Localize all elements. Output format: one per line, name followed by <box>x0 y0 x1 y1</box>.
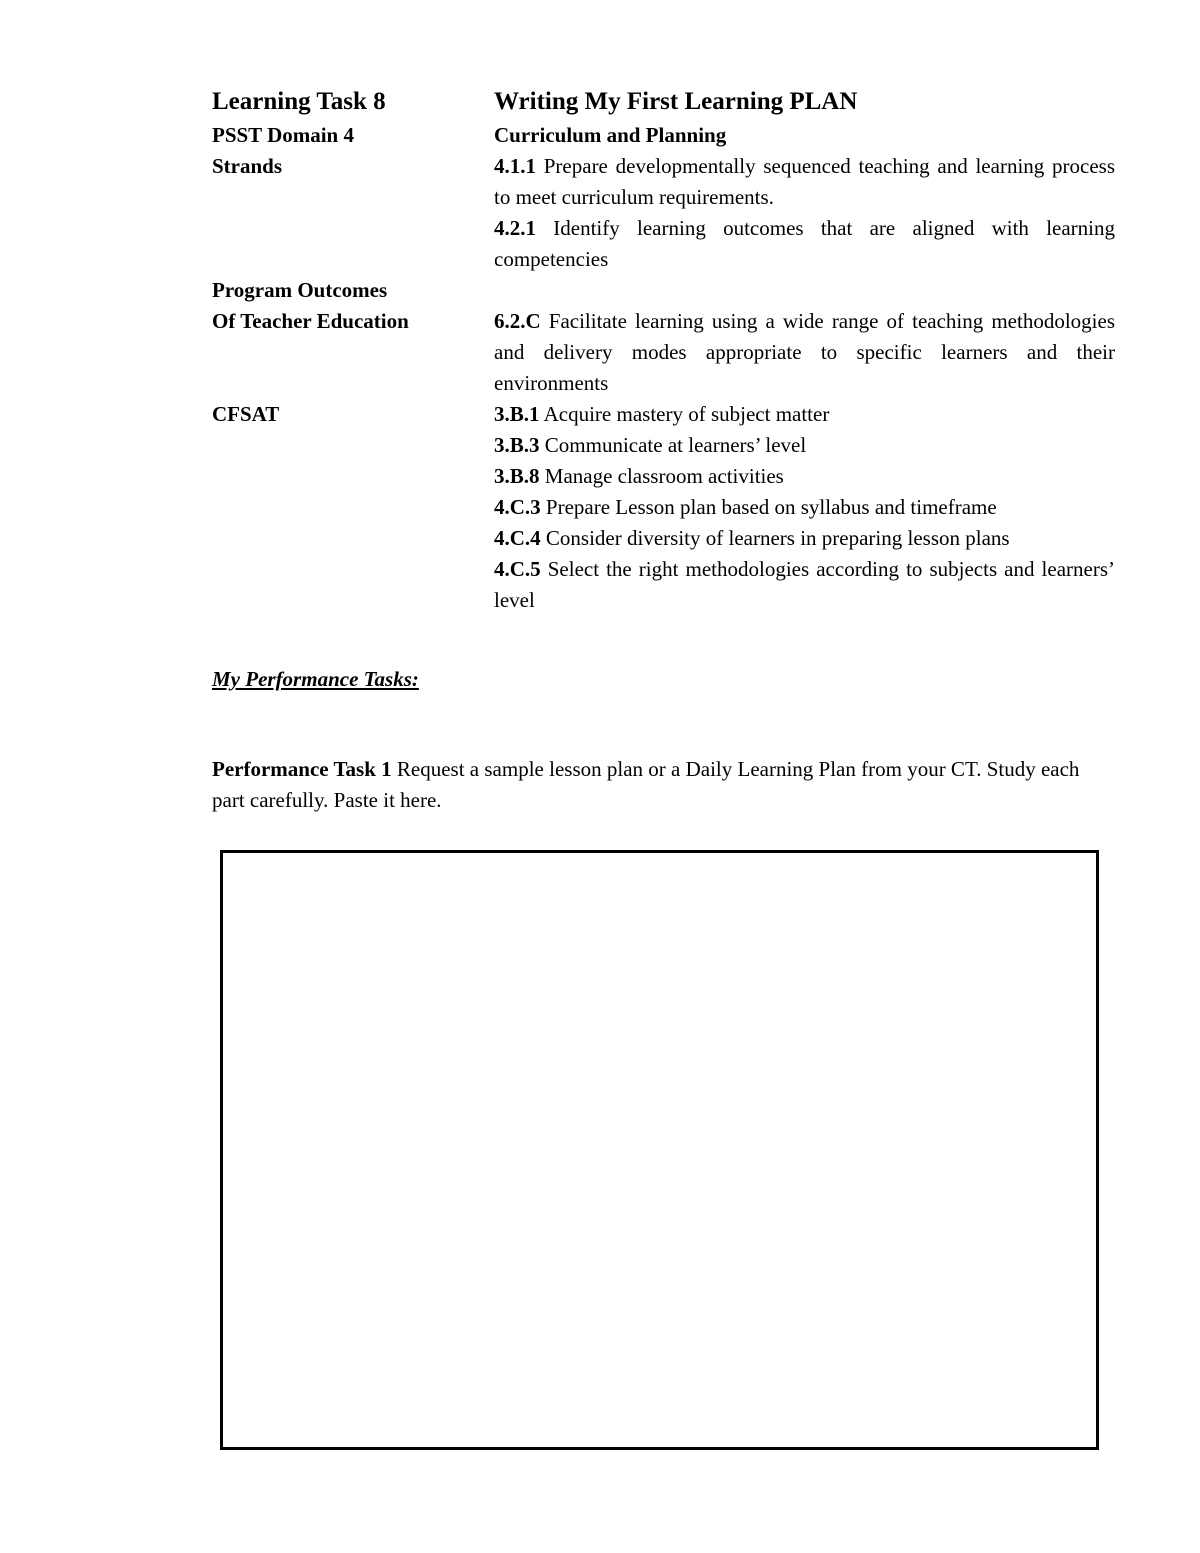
cfsat-item <box>494 430 1115 461</box>
strand-item <box>494 151 1115 213</box>
program-outcomes-label-line1: Program Outcomes <box>212 278 388 302</box>
cfsat-text: Select the right methodologies according to subjects and learners’ level <box>494 557 1115 612</box>
cfsat-text: Acquire mastery of subject matter <box>543 402 830 426</box>
cfsat-label: CFSAT <box>212 402 280 426</box>
program-outcome-code: 6.2.C <box>494 309 541 333</box>
cfsat-text: Consider diversity of learners in preparing lesson plans <box>545 526 1010 550</box>
cfsat-text: Communicate at learners’ level <box>544 433 807 457</box>
cfsat-text: Manage classroom activities <box>544 464 784 488</box>
strands-list <box>494 151 1115 275</box>
cfsat-item <box>494 461 1115 492</box>
cfsat-code: 4.C.3 <box>494 495 541 519</box>
program-outcome-text: Facilitate learning using a wide range of teaching methodologies and delivery modes appropriate to specific learners and their environments <box>494 309 1115 395</box>
cfsat-code: 4.C.5 <box>494 557 541 581</box>
domain-value: Curriculum and Planning <box>494 123 727 147</box>
cfsat-code: 4.C.4 <box>494 526 541 550</box>
strand-code: 4.2.1 <box>494 216 536 240</box>
paste-area-box[interactable] <box>220 850 1099 1450</box>
program-outcomes-list <box>494 306 1115 399</box>
learning-task-label: Learning Task 8 <box>212 88 386 115</box>
performance-task-1-text: Request a sample lesson plan or a Daily Learning Plan from your CT. Study each part carefully. Paste it here. <box>212 757 1080 812</box>
performance-task-1-label: Performance Task 1 <box>212 757 392 781</box>
program-outcomes-label-line2: Of Teacher Education <box>212 309 409 333</box>
cfsat-code: 3.B.3 <box>494 433 540 457</box>
cfsat-code: 3.B.1 <box>494 402 540 426</box>
strand-text: Prepare developmentally sequenced teaching and learning process to meet curriculum requirements. <box>494 154 1115 209</box>
cfsat-item <box>494 554 1115 616</box>
performance-tasks-heading: My Performance Tasks: <box>212 667 419 691</box>
program-outcome-item <box>494 306 1115 399</box>
performance-task-1 <box>212 754 1112 816</box>
learning-task-title: Writing My First Learning PLAN <box>494 88 858 115</box>
cfsat-item <box>494 492 1115 523</box>
cfsat-item <box>494 399 1115 430</box>
strand-item <box>494 213 1115 275</box>
cfsat-code: 3.B.8 <box>494 464 540 488</box>
strands-label: Strands <box>212 154 283 178</box>
cfsat-text: Prepare Lesson plan based on syllabus and timeframe <box>545 495 997 519</box>
program-outcomes-label <box>212 275 482 337</box>
strand-text: Identify learning outcomes that are aligned with learning competencies <box>494 216 1116 271</box>
domain-label: PSST Domain 4 <box>212 123 354 147</box>
strand-code: 4.1.1 <box>494 154 536 178</box>
cfsat-item <box>494 523 1115 554</box>
cfsat-list <box>494 399 1115 616</box>
